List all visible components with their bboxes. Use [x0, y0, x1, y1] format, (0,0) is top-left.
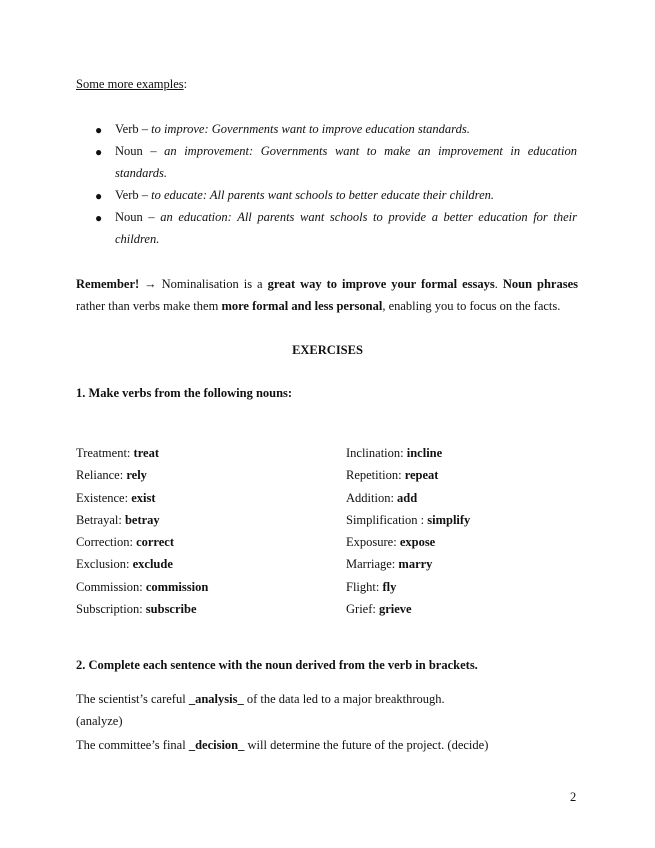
- remember-paragraph: Remember! → Nominalisation is a great way to improve your formal essays. Noun phrases rather than verbs make them more formal and less personal, enabling you to focus on the facts.: [76, 277, 579, 313]
- noun-verb-pair: Exposure: expose: [346, 535, 436, 550]
- sentence-1: The scientist’s careful _analysis_ of the data led to a major breakthrough.: [76, 692, 445, 706]
- sentence-1-hint: (analyze): [76, 714, 123, 728]
- bullet-dot: ●: [95, 123, 103, 137]
- noun-verb-column-left: [76, 442, 208, 620]
- answer-analysis: _analysis_: [188, 692, 244, 706]
- noun-verb-pair: Repetition: repeat: [346, 468, 439, 483]
- noun-verb-pair: Betrayal: betray: [76, 512, 160, 527]
- exercises-title: EXERCISES: [292, 343, 363, 357]
- exercise-2-heading: 2. Complete each sentence with the noun derived from the verb in brackets.: [76, 658, 478, 672]
- answer-decision: _decision_: [188, 738, 245, 752]
- bullet-item: Noun – an improvement: Governments want to make an improvement in education standards.: [115, 144, 578, 180]
- bullet-item: Verb – to educate: All parents want schools to better educate their children.: [115, 188, 494, 202]
- noun-verb-pair: Exclusion: exclude: [76, 557, 173, 572]
- sentence-2: The committee’s final _decision_ will determine the future of the project. (decide): [76, 738, 489, 752]
- exercise-1-heading: 1. Make verbs from the following nouns:: [76, 386, 293, 400]
- intro-text: Some more examples: [76, 77, 184, 91]
- noun-verb-pair: Addition: add: [346, 490, 418, 505]
- noun-verb-pair: Treatment: treat: [76, 446, 159, 460]
- bullet-dot: ●: [95, 189, 103, 203]
- bullet-item: Noun – an education: All parents want schools to provide a better education for their children.: [115, 210, 578, 246]
- noun-verb-pair: Existence: exist: [76, 490, 156, 505]
- noun-verb-column-right: [346, 442, 470, 620]
- bullet-dot: ●: [95, 145, 103, 159]
- page-number: 2: [570, 790, 577, 804]
- bullet-item: Verb – to improve: Governments want to improve education standards.: [115, 122, 470, 136]
- remember-label: Remember!: [76, 277, 140, 291]
- noun-verb-pair: Correction: correct: [76, 535, 174, 550]
- noun-verb-pair: Grief: grieve: [346, 602, 412, 617]
- noun-verb-pair: Inclination: incline: [346, 446, 443, 460]
- noun-verb-pair: Simplification : simplify: [346, 512, 471, 527]
- noun-verb-pair: Commission: commission: [76, 579, 209, 594]
- bullet-dot: ●: [95, 211, 103, 225]
- noun-verb-pair: Reliance: rely: [76, 468, 147, 483]
- noun-verb-pair: Flight: fly: [346, 579, 397, 594]
- noun-verb-pair: Marriage: marry: [346, 557, 433, 572]
- noun-verb-pair: Subscription: subscribe: [76, 602, 197, 617]
- intro-colon: :: [183, 77, 188, 91]
- intro-line: [76, 77, 187, 92]
